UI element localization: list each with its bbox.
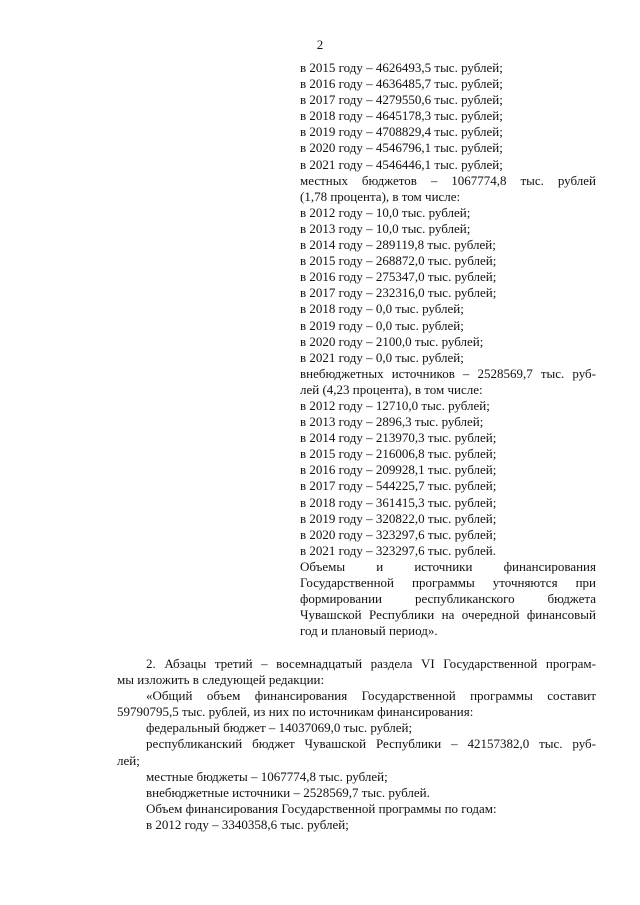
body-paragraph: внебюджетные источники – 2528569,7 тыс. рублей.	[146, 784, 430, 800]
column-line: в 2015 году – 216006,8 тыс. рублей;	[300, 446, 497, 462]
column-line: в 2019 году – 0,0 тыс. рублей;	[300, 317, 464, 333]
column-line: в 2016 году – 209928,1 тыс. рублей;	[300, 462, 497, 478]
column-line: в 2021 году – 323297,6 тыс. рублей.	[300, 542, 496, 558]
column-line: в 2017 году – 232316,0 тыс. рублей;	[300, 285, 497, 301]
column-line: в 2020 году – 323297,6 тыс. рублей;	[300, 526, 497, 542]
column-line: лей (4,23 процента), в том числе:	[300, 381, 483, 397]
column-line: в 2018 году – 0,0 тыс. рублей;	[300, 301, 464, 317]
column-line: в 2012 году – 12710,0 тыс. рублей;	[300, 397, 490, 413]
column-line: в 2015 году – 4626493,5 тыс. рублей;	[300, 60, 503, 75]
column-line: (1,78 процента), в том числе:	[300, 188, 461, 204]
body-paragraph: мы изложить в следующей редакции:	[117, 672, 325, 688]
body-paragraph: Объем финансирования Государственной программы по годам:	[146, 800, 497, 816]
column-note: Объемы и источники финансирования Государственной программы уточняются при формировании республиканского бюджета Чувашской Республики на очередной финансовый год и плановый период».	[300, 558, 596, 639]
body-paragraph: федеральный бюджет – 14037069,0 тыс. рублей;	[146, 720, 413, 736]
column-line: в 2016 году – 275347,0 тыс. рублей;	[300, 269, 497, 285]
column-line: в 2020 году – 4546796,1 тыс. рублей;	[300, 140, 503, 156]
body-paragraph: 2. Абзацы третий – восемнадцатый раздела VI Государственной програм-	[146, 656, 596, 671]
column-line: внебюджетных источников – 2528569,7 тыс. руб-	[300, 365, 596, 381]
column-line: в 2019 году – 4708829,4 тыс. рублей;	[300, 124, 503, 140]
body-paragraph: «Общий объем финансирования Государственной программы составит 59790795,5 тыс. рублей, из них по источникам финансирования:	[117, 688, 596, 720]
column-line: в 2018 году – 361415,3 тыс. рублей;	[300, 494, 497, 510]
column-line: в 2021 году – 4546446,1 тыс. рублей;	[300, 156, 503, 172]
column-line: в 2013 году – 2896,3 тыс. рублей;	[300, 414, 484, 430]
body-paragraph: республиканский бюджет Чувашской Республики – 42157382,0 тыс. руб-	[146, 736, 596, 752]
body-paragraph: местные бюджеты – 1067774,8 тыс. рублей;	[146, 768, 388, 784]
body-paragraph: лей;	[117, 752, 140, 768]
column-line: в 2017 году – 4279550,6 тыс. рублей;	[300, 92, 503, 108]
financing-column	[300, 60, 596, 639]
page-number: 2	[316, 37, 324, 52]
column-line: в 2021 году – 0,0 тыс. рублей;	[300, 349, 464, 365]
column-line: в 2020 году – 2100,0 тыс. рублей;	[300, 333, 484, 349]
column-line: в 2014 году – 289119,8 тыс. рублей;	[300, 237, 496, 253]
column-line: в 2019 году – 320822,0 тыс. рублей;	[300, 510, 497, 526]
body-paragraph: в 2012 году – 3340358,6 тыс. рублей;	[146, 816, 349, 832]
column-line: в 2012 году – 10,0 тыс. рублей;	[300, 204, 471, 220]
amendment-body	[117, 656, 596, 833]
column-line: в 2018 году – 4645178,3 тыс. рублей;	[300, 108, 503, 124]
column-line: в 2016 году – 4636485,7 тыс. рублей;	[300, 76, 503, 92]
column-line: в 2017 году – 544225,7 тыс. рублей;	[300, 478, 497, 494]
column-line: в 2015 году – 268872,0 тыс. рублей;	[300, 253, 497, 269]
column-line: в 2013 году – 10,0 тыс. рублей;	[300, 220, 471, 236]
column-line: в 2014 году – 213970,3 тыс. рублей;	[300, 430, 497, 446]
column-line: местных бюджетов – 1067774,8 тыс. рублей	[300, 172, 596, 188]
